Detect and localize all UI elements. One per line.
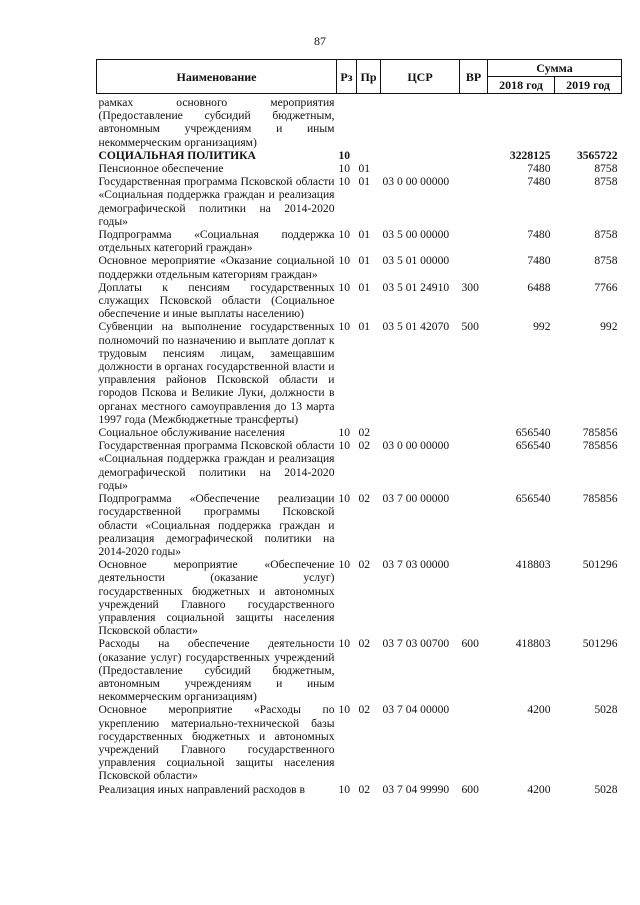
cell-2019: 785856	[582, 492, 618, 506]
cell-csr	[381, 149, 460, 162]
table-row	[97, 439, 622, 492]
cell-2018: 4200	[527, 782, 551, 796]
cell-name: Подпрограмма «Социальная поддержка отдельных категорий граждан»	[98, 228, 335, 255]
cell-rz: 10	[338, 175, 351, 189]
cell-rz: 10	[338, 280, 351, 294]
cell-2019: 5028	[594, 703, 618, 717]
cell-vr	[460, 439, 488, 492]
header-sum: Сумма	[488, 60, 622, 77]
page-number: 87	[314, 34, 326, 48]
cell-pr: 01	[358, 280, 371, 294]
cell-vr	[460, 175, 488, 228]
cell-pr: 02	[358, 439, 371, 453]
cell-vr: 500	[461, 320, 479, 334]
table-row	[97, 426, 622, 439]
cell-name: Основное мероприятие «Оказание социальной поддержки отдельным категориям граждан»	[98, 254, 335, 281]
cell-pr: 01	[358, 175, 371, 189]
cell-csr: 03 7 00 00000	[382, 492, 450, 506]
table-row	[97, 320, 622, 426]
cell-2018: 418803	[515, 637, 551, 651]
cell-2019: 8758	[594, 175, 618, 189]
header-csr: ЦСР	[381, 60, 460, 94]
budget-table-container	[96, 59, 621, 796]
cell-csr: 03 7 04 00000	[382, 703, 450, 717]
cell-csr: 03 0 00 00000	[382, 175, 450, 189]
cell-2018: 3228125	[509, 148, 551, 162]
cell-vr	[460, 492, 488, 558]
table-row	[97, 637, 622, 703]
header-name: Наименование	[97, 60, 337, 94]
cell-rz: 10	[338, 148, 351, 162]
table-row	[97, 254, 622, 280]
cell-vr	[460, 94, 488, 149]
cell-2018: 6488	[527, 280, 551, 294]
cell-2018: 656540	[515, 426, 551, 440]
cell-pr	[357, 149, 381, 162]
cell-name: Социальное обслуживание населения	[98, 426, 285, 440]
cell-pr: 02	[358, 558, 371, 572]
cell-2019: 785856	[582, 439, 618, 453]
cell-vr	[460, 228, 488, 254]
cell-csr: 03 5 01 00000	[382, 254, 450, 268]
cell-rz: 10	[338, 637, 351, 651]
cell-2018: 7480	[527, 175, 551, 189]
table-row	[97, 492, 622, 558]
cell-2019	[555, 94, 622, 149]
cell-csr	[381, 162, 460, 175]
table-row	[97, 703, 622, 782]
cell-name: Расходы на обеспечение деятельности (оказание услуг) государственных учреждений (Предоставление субсидий бюджетным, автономным учреждениям и иным некоммерческим организациям)	[98, 637, 335, 704]
cell-rz: 10	[338, 254, 351, 268]
cell-2018: 7480	[527, 254, 551, 268]
cell-rz: 10	[338, 228, 351, 242]
cell-csr: 03 0 00 00000	[382, 439, 450, 453]
cell-vr	[460, 162, 488, 175]
cell-name: рамках основного мероприятия (Предоставление субсидий бюджетным, автономным учреждениям и иным некоммерческим организациям)	[98, 96, 335, 149]
cell-2018: 656540	[515, 492, 551, 506]
cell-vr	[460, 558, 488, 637]
table-row	[97, 175, 622, 228]
cell-csr: 03 5 01 42070	[382, 320, 450, 334]
table-row	[97, 558, 622, 637]
cell-pr: 02	[358, 782, 371, 796]
cell-2018: 7480	[527, 228, 551, 242]
cell-pr: 01	[358, 162, 371, 176]
cell-2018: 4200	[527, 703, 551, 717]
cell-vr: 600	[461, 782, 479, 796]
cell-csr	[381, 426, 460, 439]
cell-name: Государственная программа Псковской области «Социальная поддержка граждан и реализация демографической политики на 2014-2020 годы»	[98, 175, 335, 228]
cell-2018	[488, 94, 555, 149]
cell-name: Государственная программа Псковской области «Социальная поддержка граждан и реализация демографической политики на 2014-2020 годы»	[98, 439, 335, 492]
cell-name: СОЦИАЛЬНАЯ ПОЛИТИКА	[98, 148, 256, 162]
cell-csr: 03 7 04 99990	[382, 782, 450, 796]
cell-2018: 7480	[527, 162, 551, 176]
table-row	[97, 94, 622, 149]
cell-name: Субвенции на выполнение государственных полномочий по назначению и выплате доплат к трудовым пенсиям лицам, замещавшим должности в органах государственной власти и управления районов Псковской области и городов Пскова и Великие Луки, должности в органах местного самоуправления до 13 марта 1997 года (Межбюджетные трансферты)	[98, 320, 335, 426]
table-row	[97, 162, 622, 175]
header-rz: Рз	[337, 60, 357, 94]
cell-2019: 992	[600, 320, 618, 334]
header-year-2019: 2019 год	[555, 77, 622, 94]
cell-name: Основное мероприятие «Расходы по укреплению материально-технической базы государственных бюджетных и автономных учреждений Главного государственного управления социальной защиты населения Псковской области»	[98, 703, 335, 783]
cell-name: Доплаты к пенсиям государственных служащих Псковской области (Социальное обеспечение и иные выплаты населению)	[98, 280, 335, 321]
cell-pr: 01	[358, 320, 371, 334]
cell-vr	[460, 149, 488, 162]
cell-2019: 8758	[594, 254, 618, 268]
cell-2019: 7766	[594, 280, 618, 294]
table-row	[97, 228, 622, 254]
cell-rz: 10	[338, 558, 351, 572]
cell-pr: 01	[358, 254, 371, 268]
cell-2019: 8758	[594, 162, 618, 176]
cell-rz: 10	[338, 426, 351, 440]
cell-vr	[460, 426, 488, 439]
cell-vr	[460, 703, 488, 782]
table-body	[97, 94, 622, 796]
cell-2019: 3565722	[576, 148, 618, 162]
cell-rz: 10	[338, 320, 351, 334]
table-header	[97, 60, 622, 94]
cell-pr: 02	[358, 492, 371, 506]
cell-csr: 03 5 01 24910	[382, 280, 450, 294]
table-row	[97, 281, 622, 321]
cell-vr: 300	[461, 280, 479, 294]
cell-pr: 02	[358, 703, 371, 717]
cell-pr: 02	[358, 637, 371, 651]
cell-vr	[460, 254, 488, 280]
cell-name: Реализация иных направлений расходов в	[98, 782, 305, 796]
cell-rz	[337, 94, 357, 149]
cell-rz: 10	[338, 162, 351, 176]
cell-2018: 656540	[515, 439, 551, 453]
cell-csr: 03 7 03 00700	[382, 637, 450, 651]
cell-pr: 02	[358, 426, 371, 440]
table-row	[97, 783, 622, 796]
cell-rz: 10	[338, 492, 351, 506]
cell-rz: 10	[338, 703, 351, 717]
table-row	[97, 149, 622, 162]
cell-rz: 10	[338, 439, 351, 453]
cell-pr: 01	[358, 228, 371, 242]
budget-table	[96, 59, 622, 796]
cell-rz: 10	[338, 782, 351, 796]
cell-name: Основное мероприятие «Обеспечение деятельности (оказание услуг) государственных бюджетных и автономных учреждений Главного государственного управления социальной защиты населения Псковской области»	[98, 558, 335, 638]
cell-name: Пенсионное обеспечение	[98, 162, 224, 176]
cell-csr: 03 5 00 00000	[382, 228, 450, 242]
cell-pr	[357, 94, 381, 149]
header-year-2018: 2018 год	[488, 77, 555, 94]
cell-2019: 501296	[582, 637, 618, 651]
cell-2019: 785856	[582, 426, 618, 440]
cell-2019: 501296	[582, 558, 618, 572]
cell-vr: 600	[461, 637, 479, 651]
header-pr: Пр	[357, 60, 381, 94]
cell-2018: 992	[533, 320, 551, 334]
cell-2018: 418803	[515, 558, 551, 572]
cell-csr	[381, 94, 460, 149]
header-vr: ВР	[460, 60, 488, 94]
cell-2019: 8758	[594, 228, 618, 242]
cell-name: Подпрограмма «Обеспечение реализации государственной программы Псковской области «Социальная поддержка граждан и реализация демографической политики на 2014-2020 годы»	[98, 492, 335, 558]
cell-csr: 03 7 03 00000	[382, 558, 450, 572]
cell-2019: 5028	[594, 782, 618, 796]
